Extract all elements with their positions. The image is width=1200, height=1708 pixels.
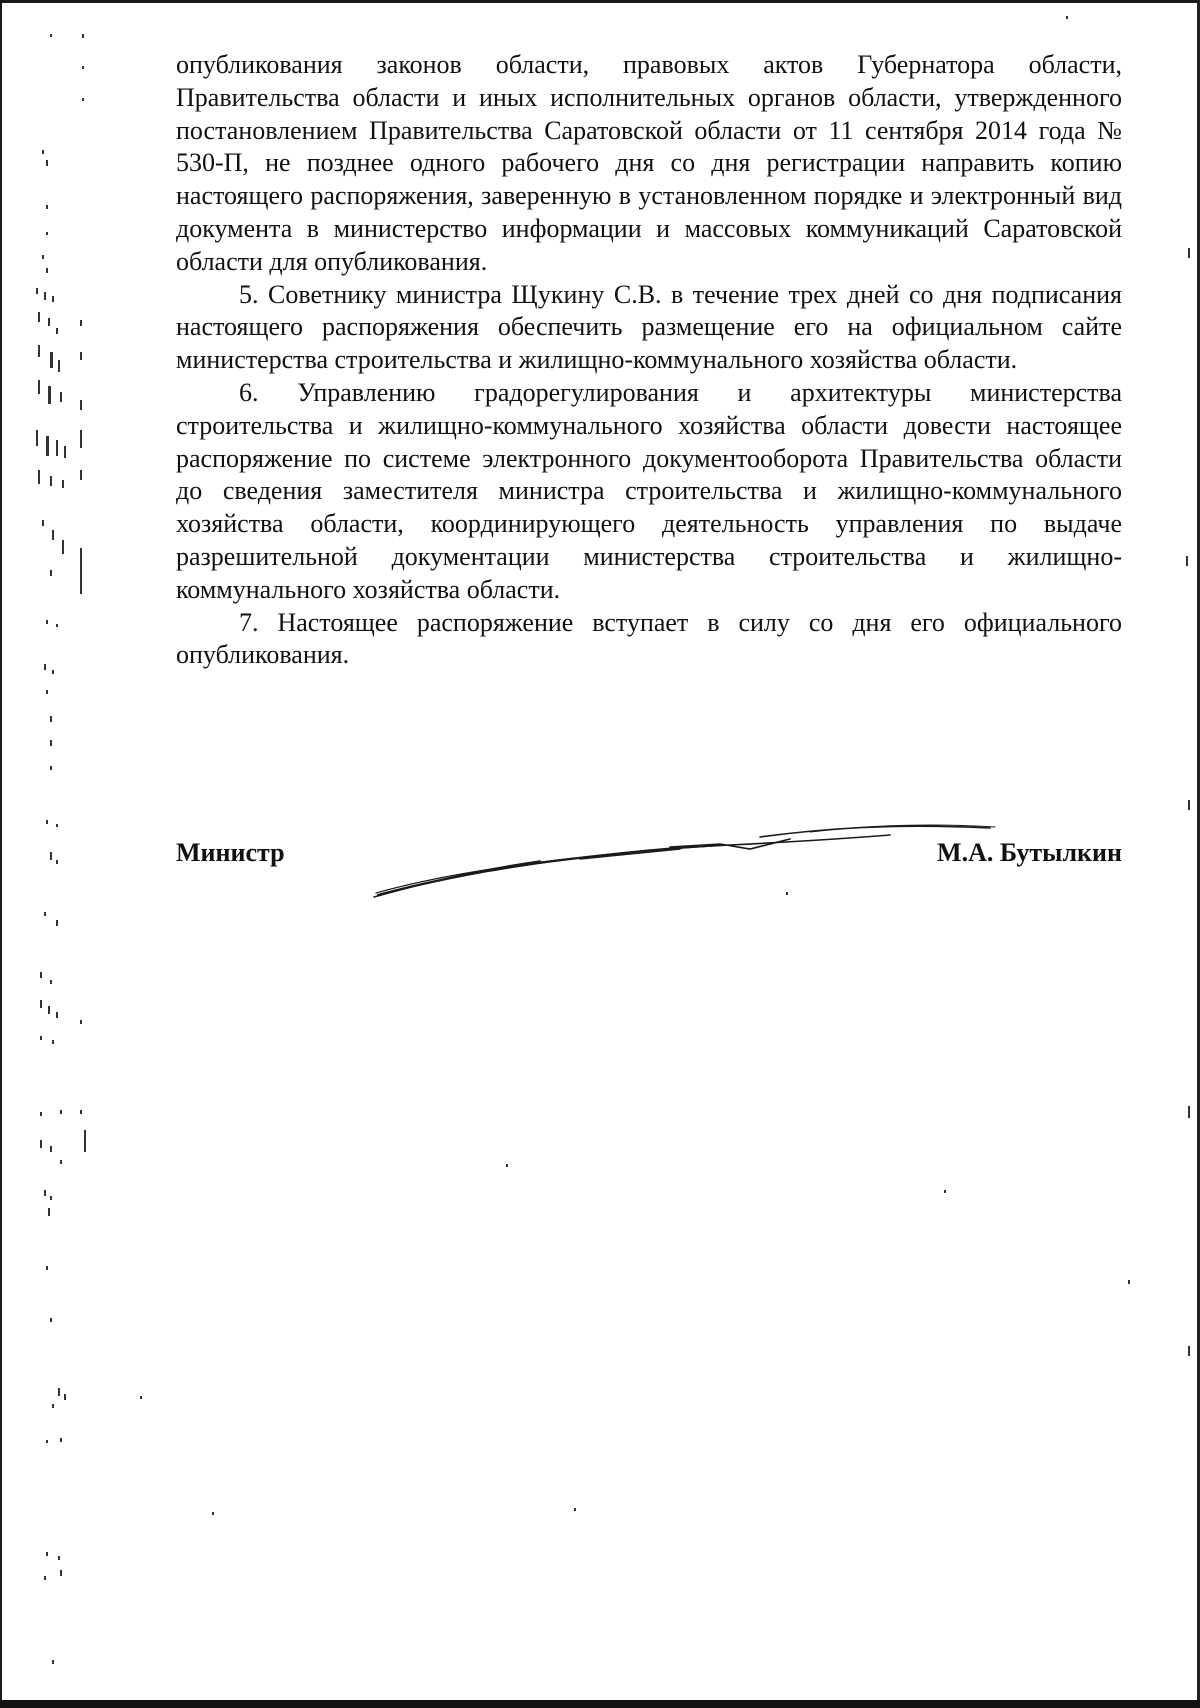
paragraph-publication-continuation: опубликования законов области, правовых актов Губернатора области, Правительства области и иных исполнительных органов области, утвержденного постановлением Правительства Саратовской области от 11 сентября 2014 года № 530-П, не позднее одного рабочего дня со дня регистрации направить копию настоящего распоряжения, заверенную в установленном порядке и электронный вид документа в министерство информации и массовых коммуникаций Саратовской области для опубликования. [176, 50, 1122, 276]
paragraph-item-7: 7. Настоящее распоряжение вступает в силу со дня его официального опубликования. [176, 607, 1122, 670]
signature-block [176, 838, 1122, 888]
paragraph-item-5: 5. Советнику министра Щукину С.В. в течение трех дней со дня подписания настоящего распоряжения обеспечить размещение его на официальном сайте министерства строительства и жилищно-коммунального хозяйства области. [176, 279, 1122, 375]
signatory-title: Министр [176, 838, 285, 867]
signatory-name: М.А. Бутылкин [937, 838, 1122, 867]
paragraph-item-6: 6. Управлению градорегулирования и архитектуры министерства строительства и жилищно-коммунального хозяйства области довести настоящее распоряжение по системе электронного документооборота Правительства области до сведения заместителя министра строительства и жилищно-коммунального хозяйства области, координирующего деятельность управления по выдаче разрешительной документации министерства строительства и жилищно-коммунального хозяйства области. [176, 377, 1122, 604]
document-body [176, 49, 1122, 672]
